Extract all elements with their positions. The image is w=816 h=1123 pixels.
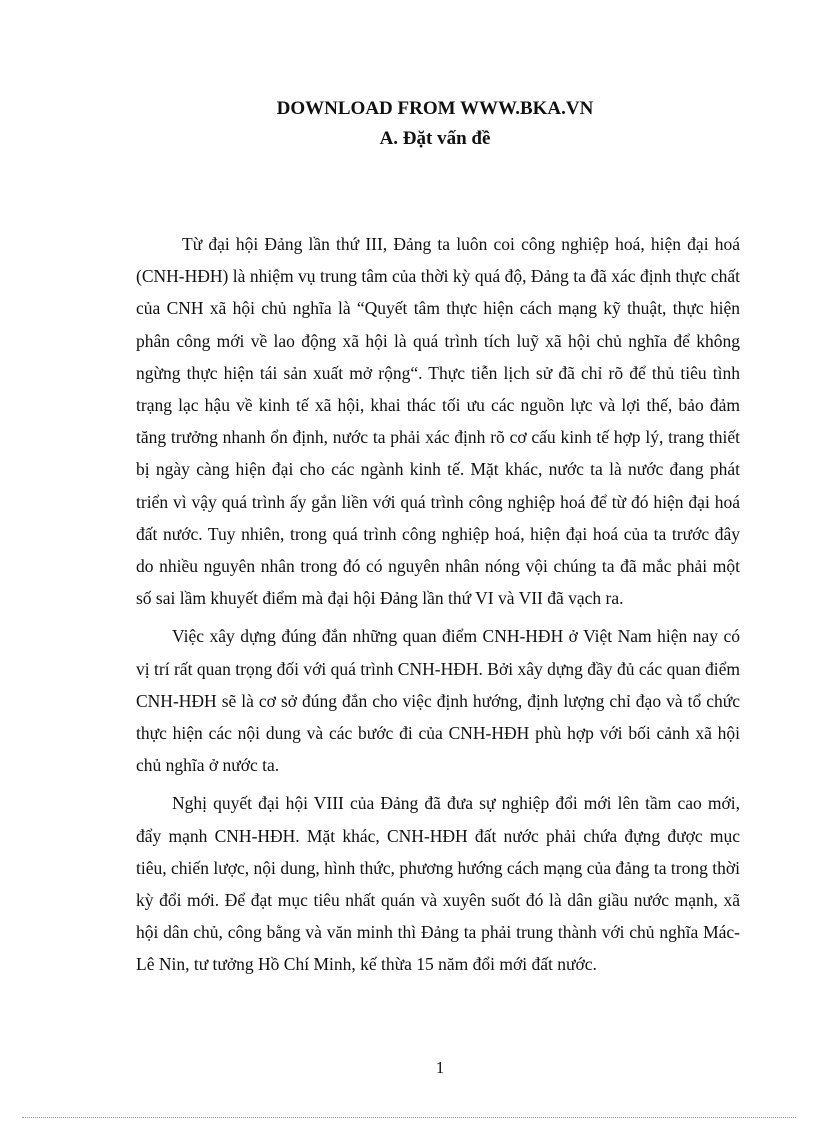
- document-header: [0, 94, 816, 154]
- paragraph: Việc xây dựng đúng đắn những quan điểm CNH-HĐH ở Việt Nam hiện nay có vị trí rất quan trọng đối với quá trình CNH-HĐH. Bởi xây dựng đầy đủ các quan điểm CNH-HĐH sẽ là cơ sở đúng đắn cho việc định hướng, định lượng chỉ đạo và tổ chức thực hiện các nội dung và các bước đi của CNH-HĐH phù hợp với bối cảnh xã hội chủ nghĩa ở nước ta.: [136, 626, 740, 776]
- document-body: [136, 228, 740, 987]
- paragraph: Từ đại hội Đảng lần thứ III, Đảng ta luôn coi công nghiệp hoá, hiện đại hoá (CNH-HĐH) là nhiệm vụ trung tâm của thời kỳ quá độ, Đảng ta đã xác định thực chất của CNH xã hội chủ nghĩa là “Quyết tâm thực hiện cách mạng kỹ thuật, thực hiện phân công mới về lao động xã hội là quá trình tích luỹ xã hội chủ nghĩa để không ngừng thực hiện tái sản xuất mở rộng“. Thực tiễn lịch sử đã chỉ rõ để thủ tiêu tình trạng lạc hậu về kinh tế xã hội, khai thác tối ưu các nguồn lực và lợi thế, bảo đảm tăng trưởng nhanh ổn định, nước ta phải xác định rõ cơ cấu kinh tế hợp lý, trang thiết bị ngày càng hiện đại cho các ngành kinh tế. Mặt khác, nước ta là nước đang phát triển vì vậy quá trình ấy gắn liền với quá trình công nghiệp hoá để từ đó hiện đại hoá đất nước. Tuy nhiên, trong quá trình công nghiệp hoá, hiện đại hoá của ta trước đây do nhiều nguyên nhân trong đó có nguyên nhân nóng vội chúng ta đã mắc phải một số sai lầm khuyết điểm mà đại hội Đảng lần thứ VI và VII đã vạch ra.: [136, 234, 740, 609]
- download-banner: DOWNLOAD FROM WWW.BKA.VN: [276, 98, 594, 119]
- footer-divider: [22, 1117, 796, 1118]
- paragraph: Nghị quyết đại hội VIII của Đảng đã đưa sự nghiệp đổi mới lên tầm cao mới, đẩy mạnh CNH-HĐH. Mặt khác, CNH-HĐH đất nước phải chứa đựng được mục tiêu, chiến lược, nội dung, hình thức, phương hướng cách mạng của đảng ta trong thời kỳ đổi mới. Để đạt mục tiêu nhất quán và xuyên suốt đó là dân giầu nước mạnh, xã hội dân chủ, công bằng và văn minh thì Đảng ta phải trung thành với chủ nghĩa Mác-Lê Nin, tư tưởng Hồ Chí Minh, kế thừa 15 năm đổi mới đất nước.: [136, 793, 740, 975]
- section-title: A. Đặt vấn đề: [379, 128, 491, 149]
- page-number: 1: [435, 1058, 445, 1077]
